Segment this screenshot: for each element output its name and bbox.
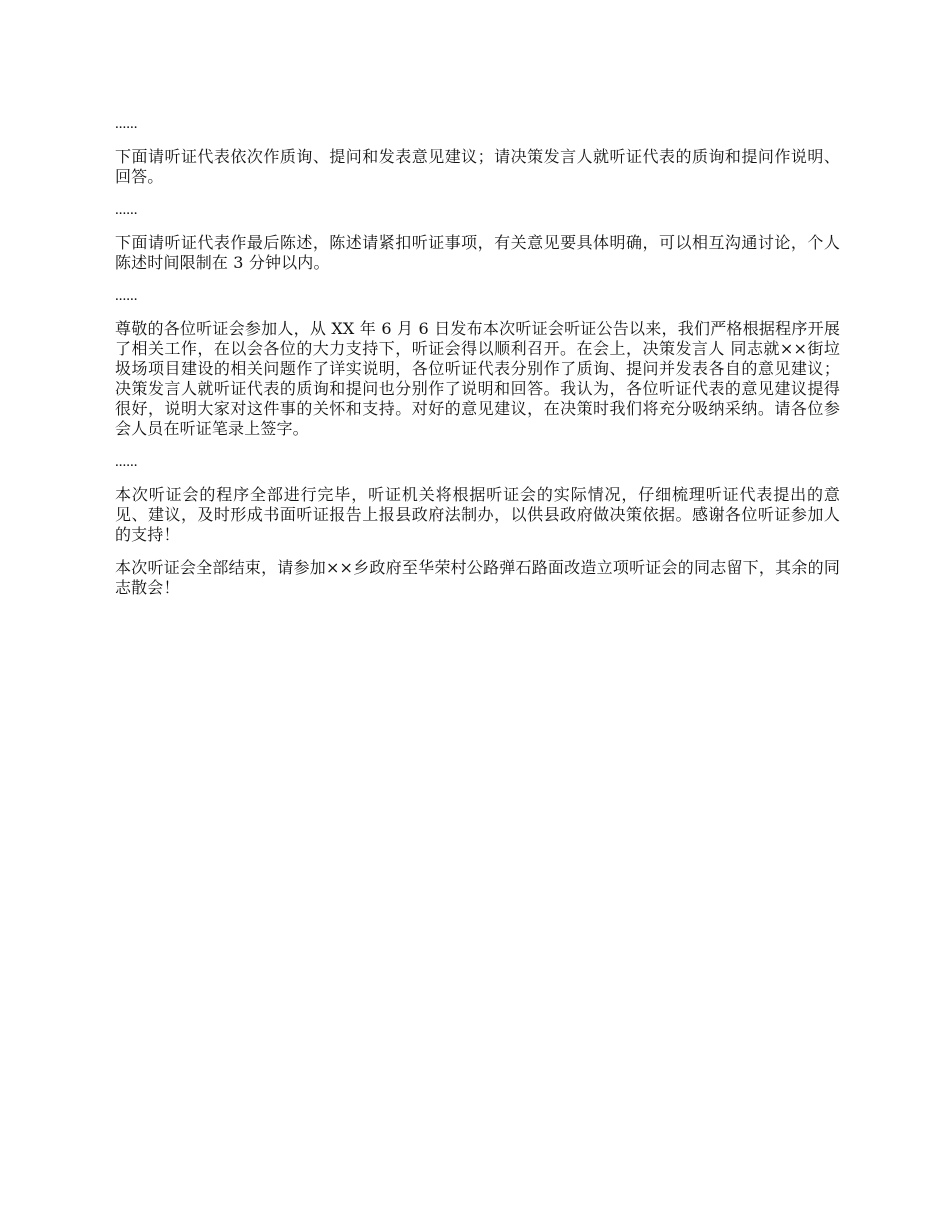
ellipsis-3: ...... xyxy=(115,288,138,304)
ellipsis-4: ...... xyxy=(115,454,138,470)
paragraph-dismissal: 本次听证会全部结束，请参加××乡政府至华荣村公路弹石路面改造立项听证会的同志留下，其余的同志散会！ xyxy=(115,558,840,597)
ellipsis-1: ...... xyxy=(115,116,138,132)
paragraph-conclusion: 本次听证会的程序全部进行完毕，听证机关将根据听证会的实际情况，仔细梳理听证代表提出的意见、建议，及时形成书面听证报告上报县政府法制办，以供县政府做决策依据。感谢各位听证参加人的支持！ xyxy=(115,485,840,544)
paragraph-final-statement: 下面请听证代表作最后陈述，陈述请紧扣听证事项，有关意见要具体明确，可以相互沟通讨论，个人陈述时间限制在 3 分钟以内。 xyxy=(115,233,840,272)
paragraph-summary: 尊敬的各位听证会参加人，从 XX 年 6 月 6 日发布本次听证会听证公告以来，我们严格根据程序开展了相关工作，在以会各位的大力支持下，听证会得以顺利召开。在会上，决策发言人 同志就××街垃圾场项目建设的相关问题作了详实说明，各位听证代表分别作了质询、提问并发表各自的意见建议；决策发言人就听证代表的质询和提问也分别作了说明和回答。我认为，各位听证代表的意见建议提得很好，说明大家对这件事的关怀和支持。对好的意见建议，在决策时我们将充分吸纳采纳。请各位参会人员在听证笔录上签字。 xyxy=(115,319,840,438)
document-body xyxy=(115,114,840,611)
paragraph-questioning: 下面请听证代表依次作质询、提问和发表意见建议；请决策发言人就听证代表的质询和提问作说明、回答。 xyxy=(115,147,840,186)
ellipsis-2: ...... xyxy=(115,202,138,218)
